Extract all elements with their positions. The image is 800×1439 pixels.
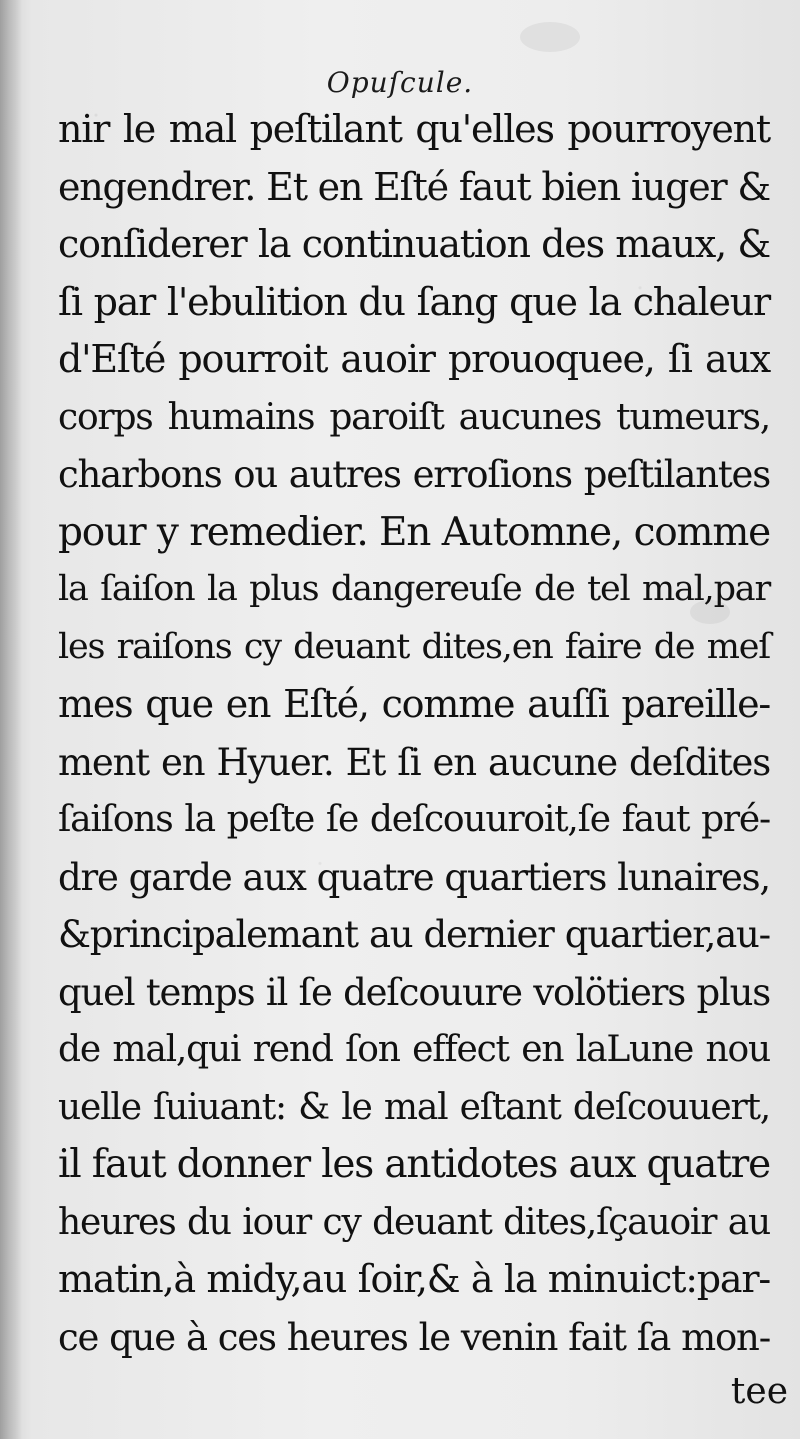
text-line: ſaiſons la peſte ſe deſcouuroit,ſe faut pré- (58, 799, 770, 840)
text-line: matin,à midy,au ſoir,& à la minuict:par- (58, 1257, 770, 1301)
text-line: de mal,qui rend ſon effect en laLune nou (58, 1029, 770, 1070)
text-line: engendrer. Et en Eſté faut bien iuger & (58, 164, 770, 209)
text-line: mes que en Eſté, comme auſſi pareille- (58, 682, 770, 726)
body-text (58, 101, 770, 1366)
text-line: nir le mal peſtilant qu'elles pourroyent (58, 107, 770, 151)
text-line: &principalemant au dernier quartier,au- (58, 913, 770, 956)
text-line: dre garde aux quatre quartiers lunaires, (58, 855, 770, 899)
text-line: corps humains paroiſt aucunes tumeurs, (58, 396, 770, 438)
text-line: ſi par l'ebulition du ſang que la chaleur (58, 279, 770, 324)
text-line: les raiſons cy deuant dites,en faire de meſ (58, 626, 770, 667)
text-line: pour y remedier. En Automne, comme (58, 509, 770, 555)
text-line: la ſaiſon la plus dangereuſe de tel mal,par (58, 569, 770, 609)
paper-stain (520, 22, 580, 52)
text-line: il faut donner les antidotes aux quatre (58, 1142, 770, 1187)
text-line: conſiderer la continuation des maux, & (58, 222, 770, 266)
text-line: ce que à ces heures le venin fait ſa mon- (58, 1315, 770, 1359)
page-gutter-shadow (0, 0, 22, 1439)
text-line: d'Eſté pourroit auoir prouoquee, ſi aux (58, 337, 770, 381)
text-line: ment en Hyuer. Et ſi en aucune deſdites (58, 740, 770, 784)
text-line: quel temps il ſe deſcouure volötiers plus (58, 970, 770, 1014)
text-line: charbons ou autres erroſions peſtilantes (58, 453, 770, 496)
text-line: uelle ſuiuant: & le mal eſtant deſcouuert, (58, 1086, 770, 1128)
running-head: Opuſcule. (326, 66, 474, 99)
text-line: heures du iour cy deuant dites,ſçauoir au (58, 1201, 770, 1243)
catchword: tee (730, 1371, 788, 1412)
